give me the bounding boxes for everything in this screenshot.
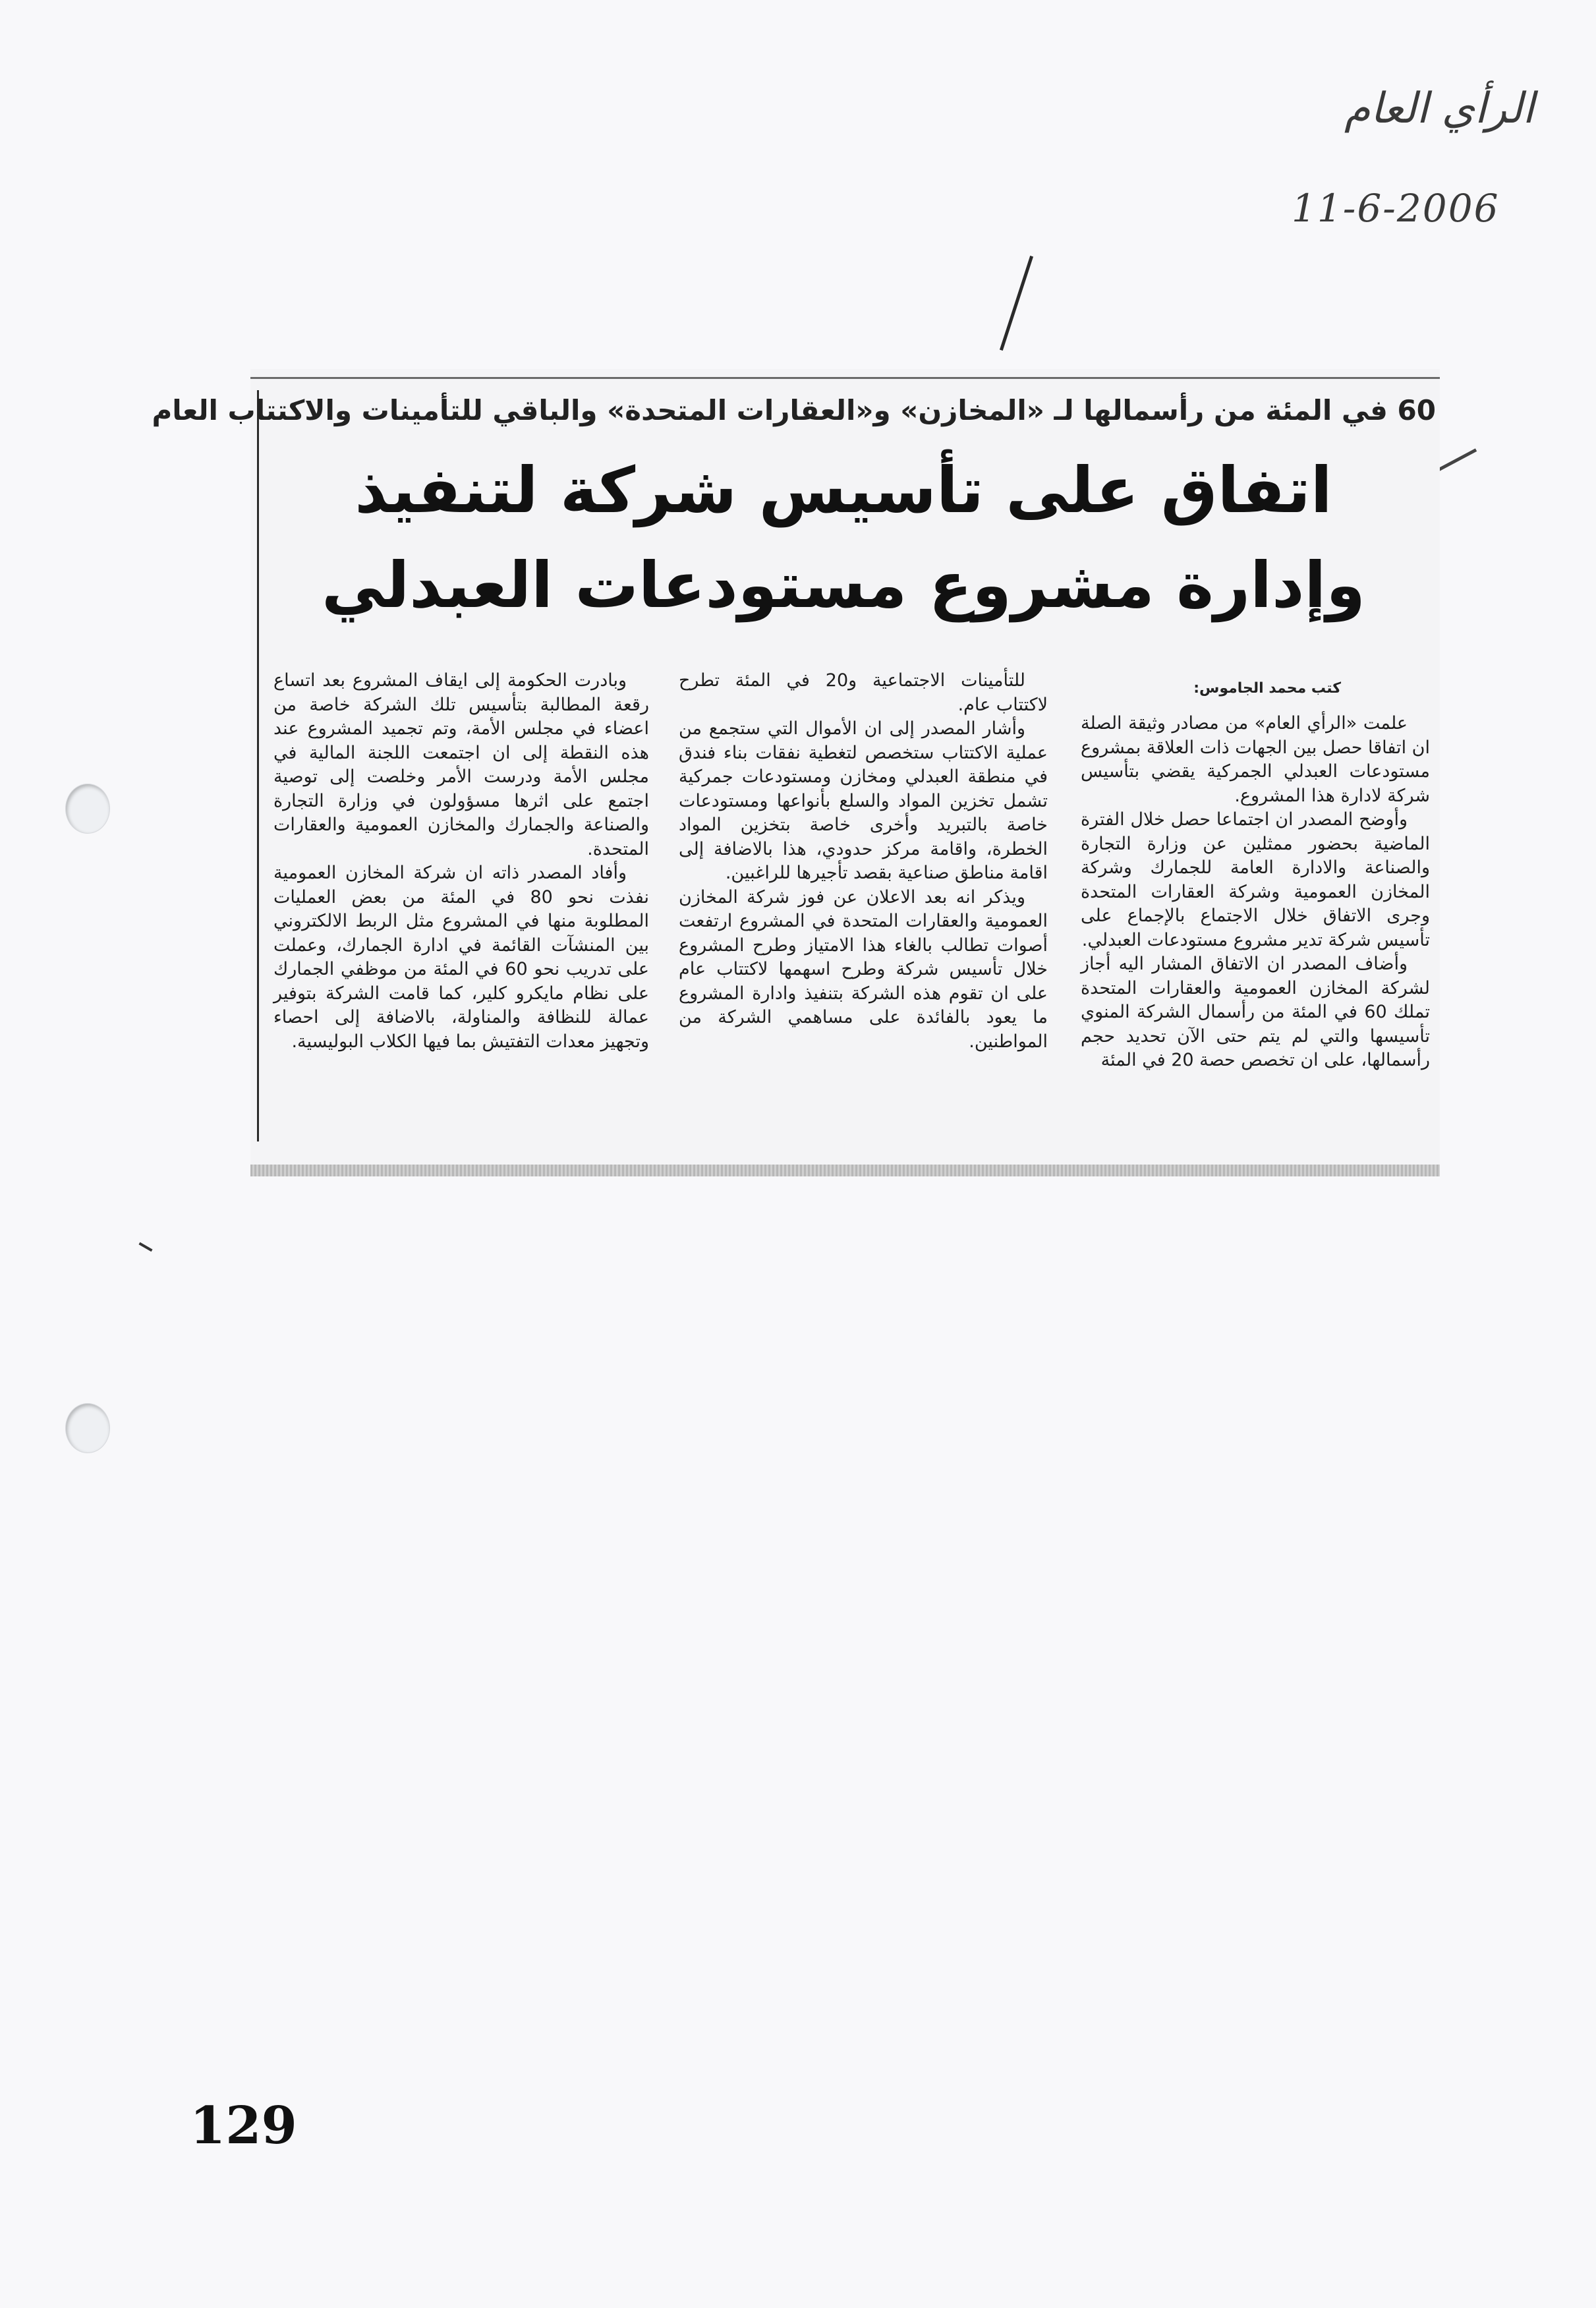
article-headline-line-2: وإدارة مشروع مستودعات العبدلي [322, 548, 1365, 622]
paragraph: علمت «الرأي العام» من مصادر وثيقة الصلة ان اتفاقا حصل بين الجهات ذات العلاقة بمشروع مستودعات العبدلي الجمركية يقضي بتأسيس شركة لادارة هذا المشروع. [1081, 713, 1430, 806]
paragraph: وأوضح المصدر ان اجتماعا حصل خلال الفترة الماضية بحضور ممثلين عن وزارة التجارة والصناعة والادارة العامة للجمارك وشركة المخازن العمومية وشركة العقارات المتحدة وجرى الاتفاق خلال الاجتماع بالإجماع على تأسيس شركة تدير مشروع مستودعات العبدلي. [1081, 809, 1430, 950]
handwritten-source-note: الرأي العام [1344, 84, 1535, 133]
pen-slash-mark [1000, 256, 1033, 351]
article-kicker: 60 في المئة من رأسمالها لـ «المخازن» و«العقارات المتحدة» والباقي للتأمينات والاكتتاب العام [152, 394, 1436, 426]
clipping-top-rule [250, 377, 1440, 379]
article-column-right [1081, 712, 1430, 1073]
pen-edge-mark [138, 1242, 152, 1252]
paragraph: ويذكر انه بعد الاعلان عن فوز شركة المخازن العمومية والعقارات المتحدة في المشروع ارتفعت أصوات تطالب بالغاء هذا الامتياز وطرح المشروع خلال تأسيس شركة وطرح اسهمها لاكتتاب عام على ان تقوم هذه الشركة بتنفيذ وادارة المشروع ما يعود بالفائدة على مساهمي الشركة من المواطنين. [679, 886, 1048, 1052]
paragraph: وأضاف المصدر ان الاتفاق المشار اليه أجاز لشركة المخازن العمومية والعقارات المتحدة تملك 60 في المئة من رأسمال الشركة المنوي تأسيسها والتي لم يتم حتى الآن تحديد حجم رأسمالها، على ان تخصص حصة 20 في المئة [1081, 954, 1430, 1070]
page-number: 129 [190, 2096, 297, 2156]
paragraph: وبادرت الحكومة إلى ايقاف المشروع بعد اتساع رقعة المطالبة بتأسيس تلك الشركة خاصة من اعضاء في مجلس الأمة، وتم تجميد المشروع عند هذه النقطة إلى ان اجتمعت اللجنة المالية في مجلس الأمة ودرست الأمر وخلصت إلى توصية اجتمع على اثرها مسؤولون في وزارة التجارة والصناعة والجمارك والمخازن العمومية والعقارات المتحدة. [273, 670, 649, 859]
paragraph: للتأمينات الاجتماعية و20 في المئة تطرح لاكتتاب عام. [679, 670, 1048, 715]
article-column-middle [679, 669, 1048, 1054]
article-headline-line-1: اتفاق على تأسيس شركة لتنفيذ [355, 453, 1332, 527]
punch-hole-top [66, 784, 109, 833]
paragraph: وأشار المصدر إلى ان الأموال التي ستجمع من عملية الاكتتاب ستخصص لتغطية نفقات بناء فندق في منطقة العبدلي ومخازن ومستودعات جمركية تشمل تخزين المواد والسلع بأنواعها ومستودعات خاصة بالتبريد وأخرى خاصة بتخزين المواد الخطرة، واقامة مركز حدودي، هذا بالاضافة إلى اقامة مناطق صناعية بقصد تأجيرها للراغبين. [679, 718, 1048, 883]
handwritten-date-note: 11-6-2006 [1292, 186, 1500, 231]
paragraph: وأفاد المصدر ذاته ان شركة المخازن العمومية نفذت نحو 80 في المئة من بعض العمليات المطلوبة منها في المشروع مثل الربط الالكتروني بين المنشآت القائمة في ادارة الجمارك، وعملت على تدريب نحو 60 في المئة من موظفي الجمارك على نظام مايكرو كلير، كما قامت الشركة بتوفير عمالة للنظافة والمناولة، بالاضافة إلى احصاء وتجهيز معدات التفتيش بما فيها الكلاب البوليسية. [273, 863, 649, 1052]
clipping-bottom-edge [250, 1165, 1440, 1176]
punch-hole-bottom [66, 1404, 109, 1453]
article-column-left [273, 669, 649, 1054]
newspaper-clipping [152, 369, 1440, 1176]
article-byline: كتب محمد الجاموس: [1193, 680, 1341, 697]
clipping-left-rule [257, 390, 259, 1141]
